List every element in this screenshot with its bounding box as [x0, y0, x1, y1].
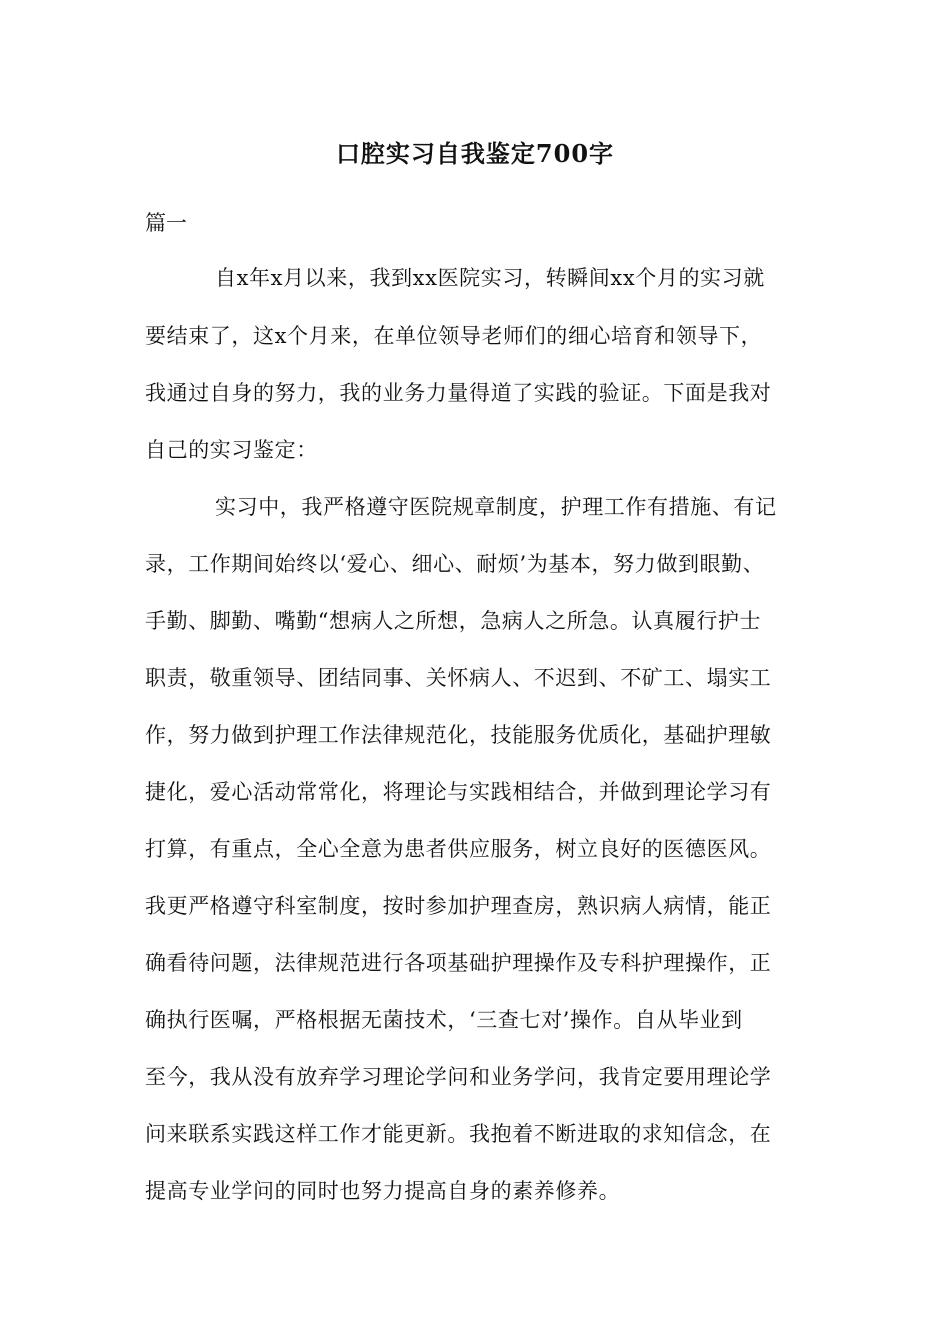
paragraph-2-line-11: 至今，我从没有放弃学习理论学问和业务学问，我肯定要用理论学 — [145, 1065, 772, 1089]
paragraph-2-line-12: 问来联系实践这样工作才能更新。我抱着不断进取的求知信念，在 — [145, 1122, 772, 1146]
section-label: 篇一 — [145, 211, 187, 235]
paragraph-2-line-8: 我更严格遵守科室制度，按时参加护理查房，熟识病人病情，能正 — [145, 894, 772, 918]
paragraph-2-line-2: 录，工作期间始终以‘爱心、细心、耐烦’为基本，努力做到眼勤、 — [145, 552, 765, 576]
paragraph-2-line-4: 职责，敬重领导、团结同事、关怀病人、不迟到、不矿工、塌实工 — [145, 666, 772, 690]
paragraph-2-line-3: 手勤、脚勤、嘴勤“想病人之所想，急病人之所急。认真履行护士 — [145, 609, 762, 633]
paragraph-1-line-1: 自x年x月以来，我到xx医院实习，转瞬间xx个月的实习就 — [215, 266, 765, 290]
paragraph-2-line-7: 打算，有重点，全心全意为患者供应服务，树立良好的医德医风。 — [145, 837, 772, 861]
paragraph-2-line-10: 确执行医嘱，严格根据无菌技术，‘三查七对’操作。自从毕业到 — [145, 1008, 743, 1032]
paragraph-1-line-4: 自己的实习鉴定： — [145, 438, 318, 462]
paragraph-2-line-1: 实习中，我严格遵守医院规章制度，护理工作有措施、有记 — [215, 495, 777, 519]
paragraph-1-line-3: 我通过自身的努力，我的业务力量得道了实践的验证。下面是我对 — [145, 381, 772, 405]
paragraph-2-line-6: 捷化，爱心活动常常化，将理论与实践相结合，并做到理论学习有 — [145, 780, 772, 804]
paragraph-1-line-2: 要结束了，这x个月来，在单位领导老师们的细心培育和领导下， — [145, 324, 763, 348]
paragraph-2-line-5: 作，努力做到护理工作法律规范化，技能服务优质化，基础护理敏 — [145, 723, 772, 747]
paragraph-2-line-13: 提高专业学问的同时也努力提高自身的素养修养。 — [145, 1179, 621, 1203]
paragraph-2-line-9: 确看待问题，法律规范进行各项基础护理操作及专科护理操作，正 — [145, 951, 772, 975]
document-title: 口腔实习自我鉴定700字 — [335, 139, 615, 168]
